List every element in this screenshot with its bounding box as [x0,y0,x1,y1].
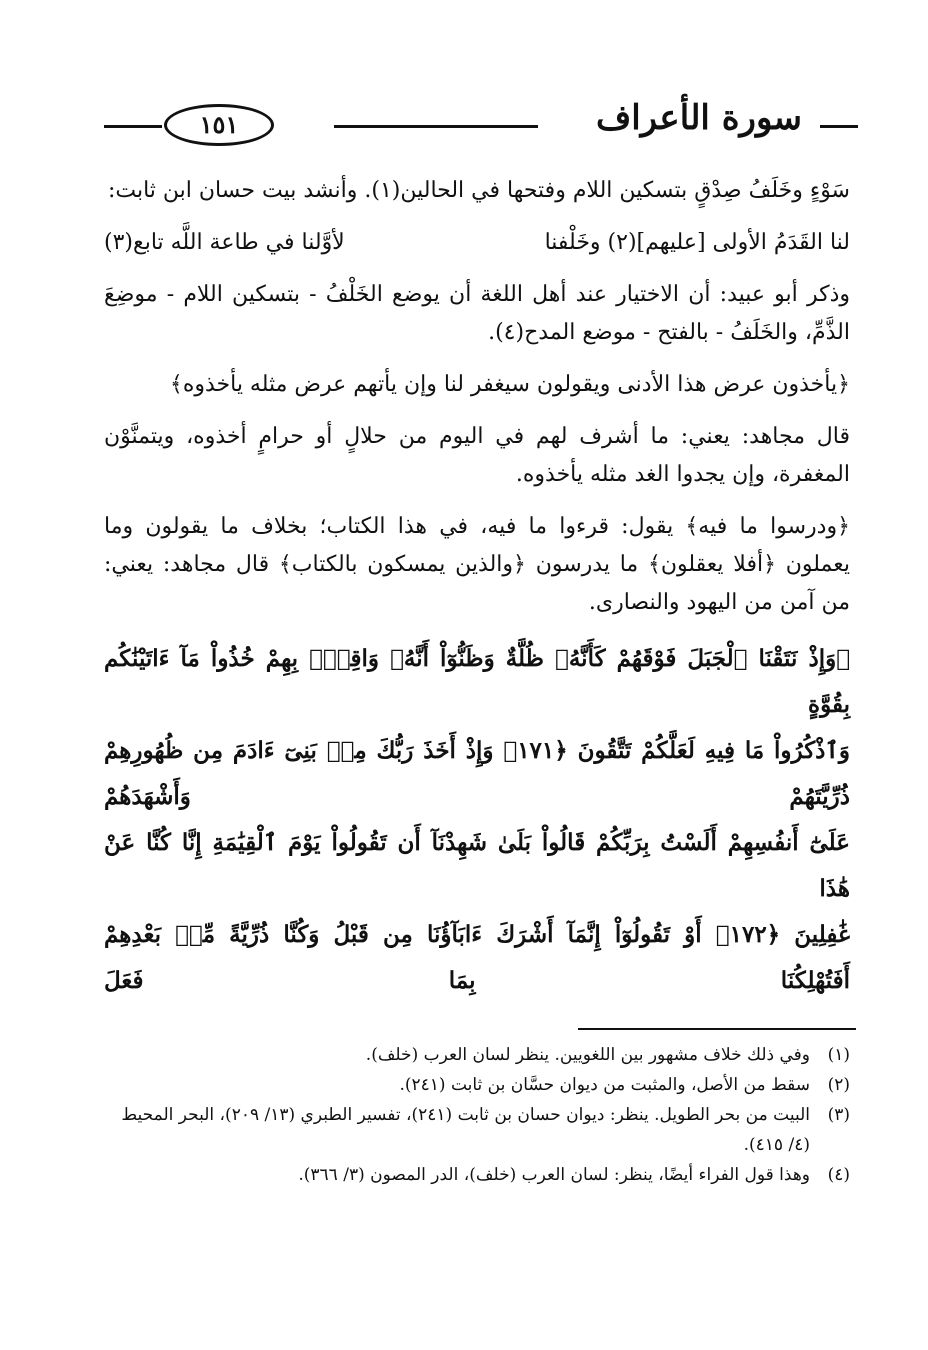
quran-passage [104,636,850,1004]
footnote-text: سقط من الأصل، والمثبت من ديوان حسَّان بن ثابت (٢٤١). [399,1075,810,1095]
surah-title: سورة الأعراف [595,98,802,138]
paragraph-3-quote: ﴿يأخذون عرض هذا الأدنى ويقولون سيغفر لنا وإن يأتهم عرض مثله يأخذوه﴾ [169,372,850,397]
paragraph-4: قال مجاهد: يعني: ما أشرف لهم في اليوم من حلالٍ أو حرامٍ أخذوه، ويتمنَّوْن المغفرة، وإن يجدوا الغد مثله يأخذوه. [104,424,850,487]
footnote-number: (٣) [827,1105,850,1125]
quran-line: عَلَىٰٓ أَنفُسِهِمْ أَلَسْتُ بِرَبِّكُمْ قَالُواْ بَلَىٰ شَهِدْنَآ أَن تَقُولُواْ يَوْمَ ٱلْقِيَٰمَةِ إِنَّا كُنَّا عَنْ هَٰذَا [104,829,850,902]
paragraph-1: سَوْءٍ وخَلَفُ صِدْقٍ بتسكين اللام وفتحها في الحالين(١). وأنشد بيت حسان ابن ثابت: [107,178,850,203]
header-rule-middle [334,125,538,128]
footnote-3 [120,1100,850,1160]
footnote-text: وهذا قول الفراء أيضًا، ينظر: لسان العرب (خلف)، الدر المصون (٣/ ٣٦٦). [298,1165,810,1185]
quran-line: وَٱذْكُرُواْ مَا فِيهِ لَعَلَّكُمْ تَتَّقُونَ ﴿١٧١﴾ وَإِذْ أَخَذَ رَبُّكَ مِنۢ بَنِىٓ ءَادَمَ مِن ظُهُورِهِمْ ذُرِّيَّتَهُمْ وَأَشْهَدَهُمْ [104,737,850,810]
paragraph-5: ﴿ودرسوا ما فيه﴾ يقول: قرءوا ما فيه، في هذا الكتاب؛ بخلاف ما يقولون وما يعملون ﴿أفلا يعقلون﴾ ما يدرسون ﴿والذين يمسكون بالكتاب﴾ قال مجاهد: يعني: من آمن من اليهود والنصارى. [104,514,850,615]
footnote-2 [120,1070,850,1100]
footnote-text: البيت من بحر الطويل. ينظر: ديوان حسان بن ثابت (٢٤١)، تفسير الطبري (١٣/ ٢٠٩)، البحر المحيط (٤/ ٤١٥). [121,1105,810,1155]
main-text [104,172,850,1004]
header-rule-left [104,125,162,128]
quran-line: ﴿وَإِذْ نَتَقْنَا ٱلْجَبَلَ فَوْقَهُمْ كَأَنَّهُۥ ظُلَّةٌ وَظَنُّوٓاْ أَنَّهُۥ وَاقِعٌۢ بِهِمْ خُذُواْ مَآ ءَاتَيْنَٰكُم بِقُوَّةٍ [104,645,850,718]
page-header [104,92,858,164]
footnote-separator [578,1028,856,1030]
footnote-text: وفي ذلك خلاف مشهور بين اللغويين. ينظر لسان العرب (خلف). [365,1045,810,1065]
footnote-number: (٢) [827,1075,850,1095]
footnotes [120,1040,850,1190]
footnote-number: (١) [827,1045,850,1065]
footnote-number: (٤) [827,1165,850,1185]
verse-second-hemistich: لأوَّلنا في طاعة اللَّه تابع(٣) [104,230,345,255]
footnote-1 [120,1040,850,1070]
quran-line: غَٰفِلِينَ ﴿١٧٢﴾ أَوْ تَقُولُوٓاْ إِنَّمَآ أَشْرَكَ ءَابَآؤُنَا مِن قَبْلُ وَكُنَّا ذُرِّيَّةً مِّنۢ بَعْدِهِمْ أَفَتُهْلِكُنَا بِمَا فَعَلَ [104,921,850,994]
poetry-verse [104,224,850,262]
paragraph-2: وذكر أبو عبيد: أن الاختيار عند أهل اللغة أن يوضع الخَلْفُ - بتسكين اللام - موضِعَ الذَّمِّ، والخَلَفُ - بالفتح - موضع المدح(٤). [104,282,850,345]
header-rule-right [820,125,858,128]
verse-first-hemistich: لنا القَدَمُ الأولى [عليهم](٢) وخَلْفنا [544,230,850,255]
page-number-badge [142,104,328,146]
page-number: ١٥١ [199,110,239,139]
footnote-4 [120,1160,850,1190]
